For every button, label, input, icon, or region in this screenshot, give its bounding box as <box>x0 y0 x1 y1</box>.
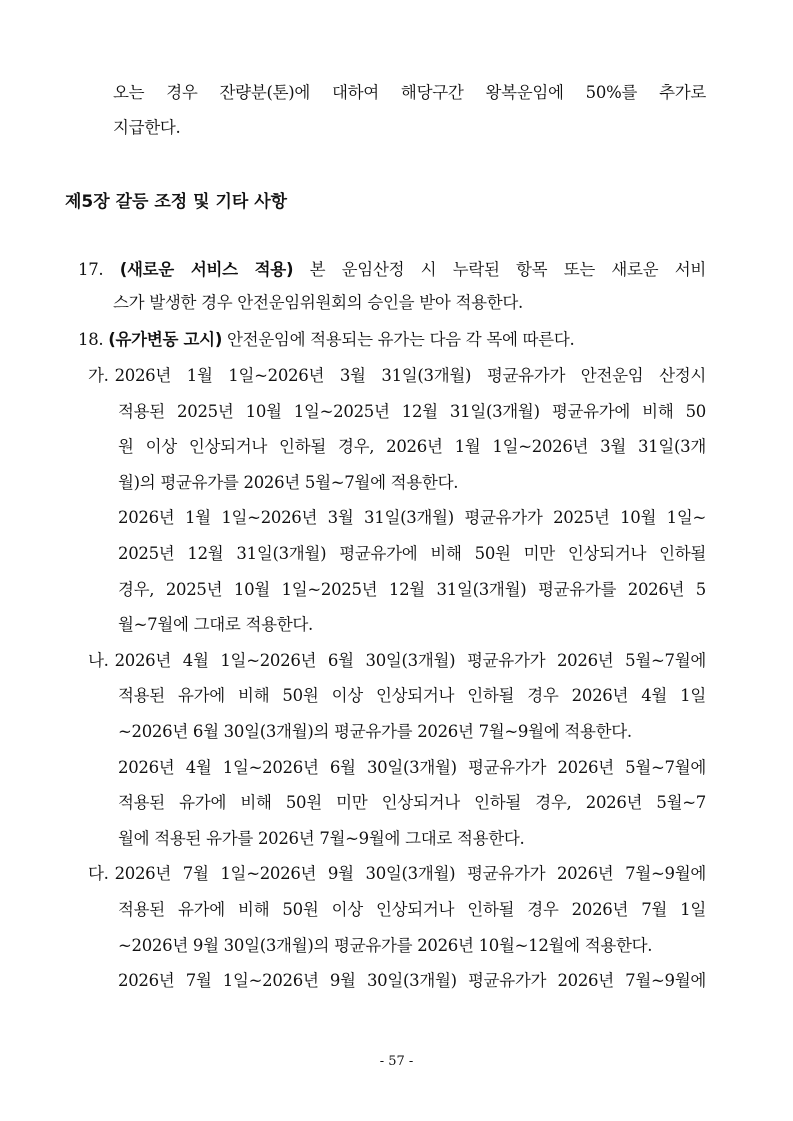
sub-item-line: 경우, 2025년 10월 1일~2025년 12월 31일(3개월) 평균유가를 2026년 5 <box>118 580 706 599</box>
sub-item-text: 2026년 1월 1일~2026년 3월 31일(3개월) 평균유가가 안전운임 산정시 <box>114 366 706 385</box>
sub-item-text: 2026년 4월 1일~2026년 6월 30일(3개월) 평균유가가 2026년 5월~7월에 <box>114 651 706 670</box>
sub-item-line: 월~7월에 그대로 적용한다. <box>118 615 313 634</box>
sub-item-label: 다. <box>88 864 109 883</box>
sub-item-line: 적용된 유가에 비해 50원 이상 인상되거나 인하될 경우 2026년 7월 1일 <box>118 900 706 919</box>
sub-item-line <box>88 863 706 885</box>
sub-item-line: ~2026년 6월 30일(3개월)의 평균유가를 2026년 7월~9월에 적용한다. <box>118 722 632 741</box>
page-number: - 57 - <box>379 1054 414 1069</box>
intro-line-2: 지급한다. <box>113 118 181 137</box>
sub-item-line: 2026년 4월 1일~2026년 6월 30일(3개월) 평균유가가 2026년 5월~7월에 <box>118 758 706 777</box>
item-17-text: 본 운임산정 시 누락된 항목 또는 새로운 서비 <box>309 260 706 279</box>
item-17-line-1 <box>78 259 706 281</box>
item-17-line-2: 스가 발생한 경우 안전운임위원회의 승인을 받아 적용한다. <box>113 293 523 312</box>
sub-item-line <box>88 365 706 387</box>
item-18-text: 안전운임에 적용되는 유가는 다음 각 목에 따른다. <box>227 330 575 349</box>
sub-item-line: ~2026년 9월 30일(3개월)의 평균유가를 2026년 10월~12월에 적용한다. <box>118 936 653 955</box>
sub-item-line: 2026년 7월 1일~2026년 9월 30일(3개월) 평균유가가 2026년 7월~9월에 <box>118 971 706 990</box>
item-18-line-1 <box>78 329 706 351</box>
sub-item-line: 월)의 평균유가를 2026년 5월~7월에 적용한다. <box>118 473 459 492</box>
sub-item-text: 2026년 7월 1일~2026년 9월 30일(3개월) 평균유가가 2026년 7월~9월에 <box>114 864 706 883</box>
sub-item-label: 나. <box>88 651 109 670</box>
sub-item-line: 2026년 1월 1일~2026년 3월 31일(3개월) 평균유가가 2025년 10월 1일~ <box>118 508 706 527</box>
sub-item-line: 2025년 12월 31일(3개월) 평균유가에 비해 50원 미만 인상되거나 인하될 <box>118 544 706 563</box>
item-17-number: 17. <box>78 260 104 279</box>
sub-item-line: 적용된 유가에 비해 50원 미만 인상되거나 인하될 경우, 2026년 5월~7 <box>118 793 706 812</box>
item-18-number: 18. <box>78 330 104 349</box>
sub-item-line: 적용된 2025년 10월 1일~2025년 12월 31일(3개월) 평균유가에 비해 50 <box>118 402 706 421</box>
chapter-heading: 제5장 갈등 조정 및 기타 사항 <box>65 192 288 212</box>
sub-item-line: 원 이상 인상되거나 인하될 경우, 2026년 1월 1일~2026년 3월 31일(3개 <box>118 437 706 456</box>
intro-line-1: 오는 경우 잔량분(톤)에 대하여 해당구간 왕복운임에 50%를 추가로 <box>113 83 706 102</box>
sub-item-line: 적용된 유가에 비해 50원 이상 인상되거나 인하될 경우 2026년 4월 1일 <box>118 686 706 705</box>
sub-item-label: 가. <box>88 366 109 385</box>
sub-item-line <box>88 650 706 672</box>
item-17-title: (새로운 서비스 적용) <box>119 260 294 279</box>
sub-item-line: 월에 적용된 유가를 2026년 7월~9월에 그대로 적용한다. <box>118 829 525 848</box>
item-18-title: (유가변동 고시) <box>108 330 223 349</box>
